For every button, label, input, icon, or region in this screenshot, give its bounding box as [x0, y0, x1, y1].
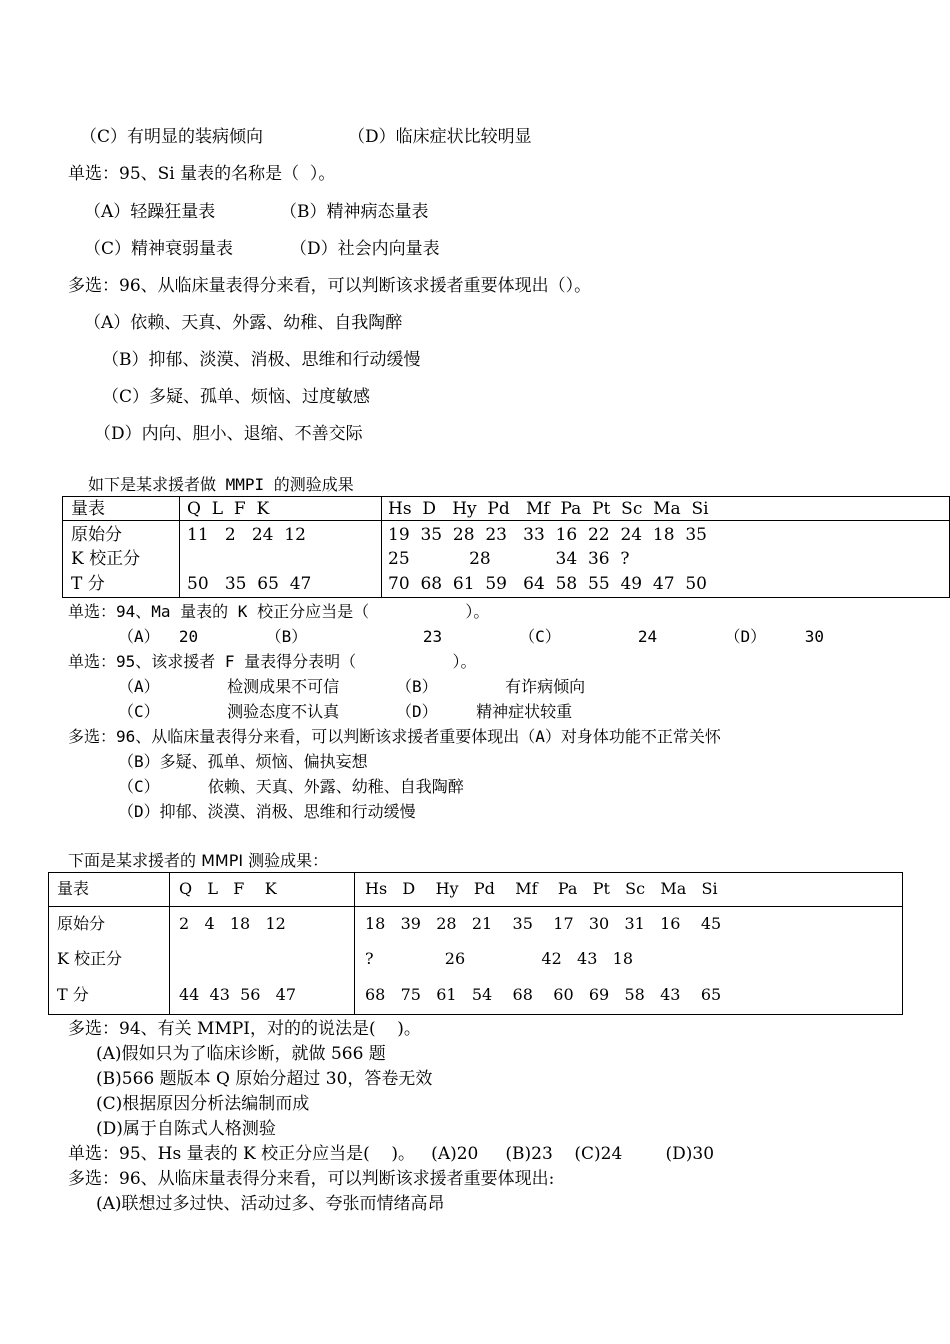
- row-t-label: T 分: [57, 985, 89, 1004]
- q94-options: （A） 20 （B） 23 （C） 24 （D） 30: [118, 627, 824, 646]
- table-header-label: 量表: [71, 499, 105, 519]
- mmpi-intro-2: 下面是某求援者的 MMPI 测验成果：: [68, 851, 329, 870]
- question-95-hs: 单选：95、Hs 量表的 K 校正分应当是( )。 (A)20 (B)23 (C)24 (D)30: [68, 1144, 715, 1164]
- row-raw-label: 原始分: [57, 914, 106, 933]
- question-96: 多选：96、从临床量表得分来看，可以判断该求援者重要体现出（）。: [68, 276, 592, 296]
- mmpi-table-1: [62, 496, 950, 598]
- row-t-validity: 50 35 65 47: [187, 574, 312, 594]
- row-t-clinical: 70 68 61 59 64 58 55 49 47 50: [388, 574, 707, 594]
- option-c-text: （C）有明显的装病倾向: [80, 127, 264, 147]
- table-divider: [381, 497, 382, 597]
- table-divider: [63, 520, 949, 521]
- q96-option-c: （C） 依赖、天真、外露、幼稚、自我陶醉: [118, 777, 464, 796]
- q95-option-d: （D） 精神症状较重: [396, 702, 573, 721]
- q96-option-a: （A）依赖、天真、外露、幼稚、自我陶醉: [84, 313, 403, 333]
- row-t-clinical: 68 75 61 54 68 60 69 58 43 65: [365, 985, 722, 1004]
- row-t-label: T 分: [71, 574, 105, 594]
- table-divider: [169, 873, 170, 1014]
- row-t-validity: 44 43 56 47: [179, 985, 297, 1004]
- table-header-label: 量表: [57, 879, 90, 898]
- mmpi-table-2: [48, 872, 903, 1015]
- mmpi-intro-1: 如下是某求援者做 MMPI 的测验成果: [88, 475, 354, 494]
- q94-option-d: (D)属于自陈式人格测验: [96, 1119, 276, 1139]
- table-divider: [179, 497, 180, 597]
- row-k-clinical: 25 28 34 36 ?: [388, 549, 630, 569]
- q95-option-b: （B） 有诈病倾向: [396, 677, 586, 696]
- q95-option-b: （B）精神病态量表: [280, 202, 429, 222]
- q94-option-a: (A)假如只为了临床诊断，就做 566 题: [96, 1044, 386, 1064]
- q95-option-c: （C） 测验态度不认真: [118, 702, 340, 721]
- option-d-text: （D）临床症状比较明显: [348, 127, 532, 147]
- row-k-label: K 校正分: [71, 549, 141, 569]
- row-raw-clinical: 19 35 28 23 33 16 22 24 18 35: [388, 525, 707, 545]
- q96-option-b: （B）多疑、孤单、烦恼、偏执妄想: [118, 752, 368, 771]
- row-raw-label: 原始分: [71, 525, 122, 545]
- q96-option-a: (A)联想过多过快、活动过多、夸张而情绪高昂: [96, 1194, 445, 1214]
- question-95-f: 单选：95、该求援者 F 量表得分表明（ ）。: [68, 652, 477, 671]
- table-header-clinical: Hs D Hy Pd Mf Pa Pt Sc Ma Si: [365, 879, 718, 898]
- q95-option-d: （D）社会内向量表: [290, 239, 440, 259]
- q94-option-c: (C)根据原因分析法编制而成: [96, 1094, 310, 1114]
- row-k-label: K 校正分: [57, 949, 123, 968]
- table-header-validity: Q L F K: [179, 879, 277, 898]
- question-96: 多选：96、从临床量表得分来看，可以判断该求援者重要体现出:: [68, 1169, 555, 1189]
- question-96: 多选：96、从临床量表得分来看，可以判断该求援者重要体现出（A）对身体功能不正常关怀: [68, 727, 721, 746]
- question-94-ma: 单选：94、Ma 量表的 K 校正分应当是（ ）。: [68, 602, 490, 621]
- row-k-clinical: ? 26 42 43 18: [365, 949, 634, 968]
- table-divider: [354, 873, 355, 1014]
- q96-option-d: （D）内向、胆小、退缩、不善交际: [94, 424, 363, 444]
- q95-option-a: （A）轻躁狂量表: [84, 202, 216, 222]
- q95-option-c: （C）精神衰弱量表: [84, 239, 234, 259]
- q96-option-b: （B）抑郁、淡漠、消极、思维和行动缓慢: [102, 350, 421, 370]
- table-header-validity: Q L F K: [187, 499, 270, 519]
- q95-option-a: （A） 检测成果不可信: [118, 677, 340, 696]
- row-raw-validity: 2 4 18 12: [179, 914, 286, 933]
- table-divider: [49, 906, 902, 907]
- q96-option-d: （D）抑郁、淡漠、消极、思维和行动缓慢: [118, 802, 416, 821]
- table-header-clinical: Hs D Hy Pd Mf Pa Pt Sc Ma Si: [388, 499, 709, 519]
- q96-option-c: （C）多疑、孤单、烦恼、过度敏感: [102, 387, 371, 407]
- question-94-mmpi: 多选：94、有关 MMPI，对的的说法是( )。: [68, 1019, 421, 1039]
- question-95-si: 单选：95、Si 量表的名称是（ ）。: [68, 164, 336, 184]
- q94-option-b: (B)566 题版本 Q 原始分超过 30，答卷无效: [96, 1069, 433, 1089]
- row-raw-clinical: 18 39 28 21 35 17 30 31 16 45: [365, 914, 722, 933]
- row-raw-validity: 11 2 24 12: [187, 525, 306, 545]
